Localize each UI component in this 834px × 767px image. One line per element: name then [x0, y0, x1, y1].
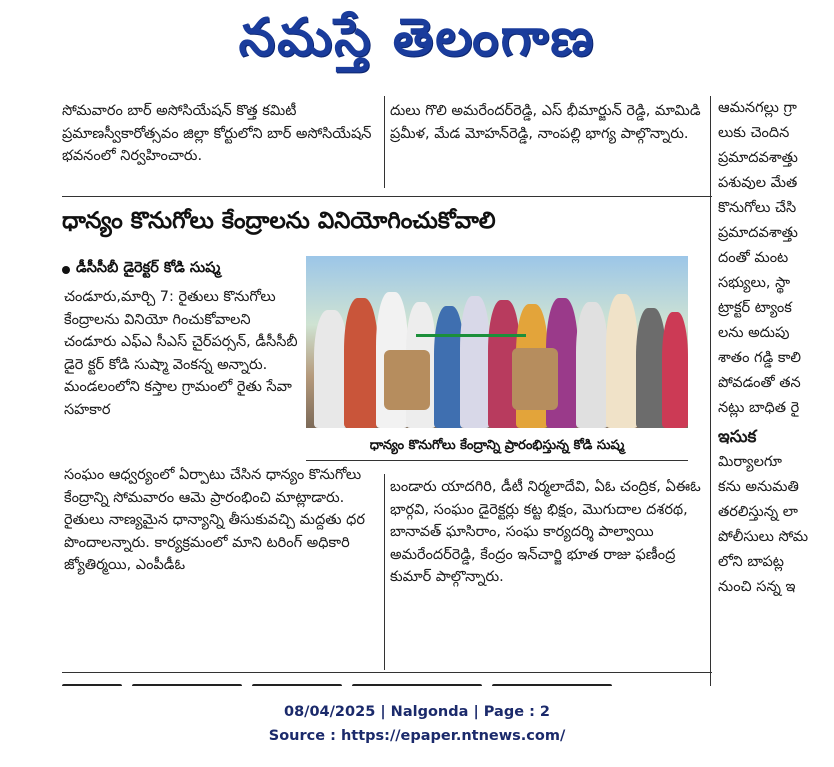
side-line: సభ్యులు, స్థా: [718, 275, 791, 291]
photo-figure: [576, 302, 608, 428]
article-photo: [306, 256, 688, 428]
side-line: లోని బాపట్ల: [718, 554, 784, 570]
story-right: [390, 476, 712, 589]
article-page: [62, 96, 712, 686]
section-divider: [62, 196, 712, 197]
side-line: ప్రమాదవశాత్తు: [718, 225, 798, 241]
photo-figure: [314, 310, 348, 428]
side-line: ట్రాక్టర్ ట్యాంక: [718, 300, 792, 316]
side-line: తరలిస్తున్న లా: [718, 504, 798, 520]
grain-sack: [384, 350, 430, 410]
paragraph-text: చండూరు,మార్చి 7: రైతులు కొనుగోలు కేంద్రాలను వినియో గించుకోవాలని చండూరు ఎఫ్‌ఎ సీఎస్ చైర్‌పర్సన్, డీసీసీబీ డైరె క్టర్ కోడి సుష్మా వెంకన్న అన్నారు. మండలంలోని కస్తాల గ్రామంలో రైతు సేవా సహకార: [64, 289, 298, 418]
masthead: [0, 0, 834, 88]
ribbon: [416, 334, 526, 337]
side-line: నుంచి సన్న ఇ: [718, 579, 796, 595]
footer-edition-info: 08/04/2025 | Nalgonda | Page : 2: [283, 704, 551, 720]
side-line: మిర్యాలగూ: [718, 454, 782, 470]
next-headline-cutoff: [62, 678, 712, 686]
top-left-paragraph: [62, 100, 378, 168]
side-line: శాతం గడ్డి కాలి: [718, 350, 802, 366]
section-divider: [62, 672, 712, 673]
bullet-icon: [62, 266, 70, 274]
column-divider: [384, 474, 385, 670]
paragraph-text: బండారు యాదగిరి, డీటీ నిర్మలాదేవి, ఏఓ చంద్రిక, ఏఈఓ భార్గవి, సంఘం డైరెక్టర్లు కట్ట భిక్షం, మొగుదాల దశరథ, బానావత్ ఘాసిరాం, సంఘ కార్యదర్శి పాల్వాయి అమరేందర్‌రెడ్డి, కేంద్రం ఇన్‌చార్జి భూత రాజు ఫణీంద్ర కుమార్ పాల్గొన్నారు.: [390, 479, 701, 585]
story-continued: [64, 464, 378, 577]
paragraph-text: దులు గొలి అమరేందర్‌రెడ్డి, ఎస్ భీమార్జున్ రెడ్డి, మామిడి ప్రమీళ, మేడ మోహన్‌రెడ్డి, నాంపల్లి భాగ్య పాల్గొన్నారు.: [390, 103, 701, 142]
byline: [62, 260, 302, 280]
top-right-paragraph: [390, 100, 712, 145]
photo-figure: [662, 312, 688, 428]
side-line: కను అనుమతి: [718, 479, 799, 495]
paragraph-text: సంఘం ఆధ్వర్యంలో ఏర్పాటు చేసిన ధాన్యం కొనుగోలు కేంద్రాన్ని సోమవారం ఆమె ప్రారంభించి మాట్లాడారు. రైతులు నాణ్యమైన ధాన్యాన్ని తీసుకువచ్చి మద్దతు ధర పొందాలన్నారు. కార్యక్రమంలో మాని టరింగ్ అధికారి జ్యోతిర్మయి, ఎంపీడీఓ: [64, 467, 365, 573]
side-line: లను అదుపు: [718, 325, 790, 341]
article-headline: ధాన్యం కొనుగోలు కేంద్రాలను వినియోగించుకోవాలి: [62, 208, 496, 234]
byline-text: డీసీసీబీ డైరెక్టర్ కోడి సుష్మ: [76, 260, 221, 276]
grain-sack: [512, 348, 558, 410]
column-divider: [384, 96, 385, 188]
side-column: [718, 96, 834, 686]
column-divider: [710, 96, 711, 686]
side-line: లుకు చెందిన: [718, 125, 790, 141]
side-line: కొనుగోలు చేసి: [718, 200, 797, 216]
side-line: నట్లు బాధిత రై: [718, 400, 800, 416]
page-footer: [0, 700, 834, 748]
side-line: ఆమనగల్లు గ్రా: [718, 100, 797, 116]
side-line: దంతో మంట: [718, 250, 789, 266]
side-line: పోలీసులు సోమ: [718, 529, 809, 545]
newspaper-title: నమస్తే తెలంగాణ: [238, 7, 596, 68]
side-line: పశువుల మేత: [718, 175, 798, 191]
photo-figure: [344, 298, 378, 428]
paragraph-text: సోమవారం బార్ అసోసియేషన్ కొత్త కమిటీ ప్రమాణస్వీకారోత్సవం జిల్లా కోర్టులోని బార్ అసోసియేషన్ భవనంలో నిర్వహించారు.: [62, 103, 372, 164]
story-intro: [64, 286, 298, 421]
photo-figure: [606, 294, 638, 428]
side-line: పోవడంతో తన: [718, 375, 801, 391]
side-subheading: ఇసుక: [718, 427, 757, 447]
footer-source-link[interactable]: Source : https://epaper.ntnews.com/: [268, 728, 566, 744]
photo-figure: [460, 296, 490, 428]
photo-caption: ధాన్యం కొనుగోలు కేంద్రాన్ని ప్రారంభిస్తున్న కోడి సుష్మ: [306, 432, 688, 461]
side-line: ప్రమాదవశాత్తు: [718, 150, 798, 166]
